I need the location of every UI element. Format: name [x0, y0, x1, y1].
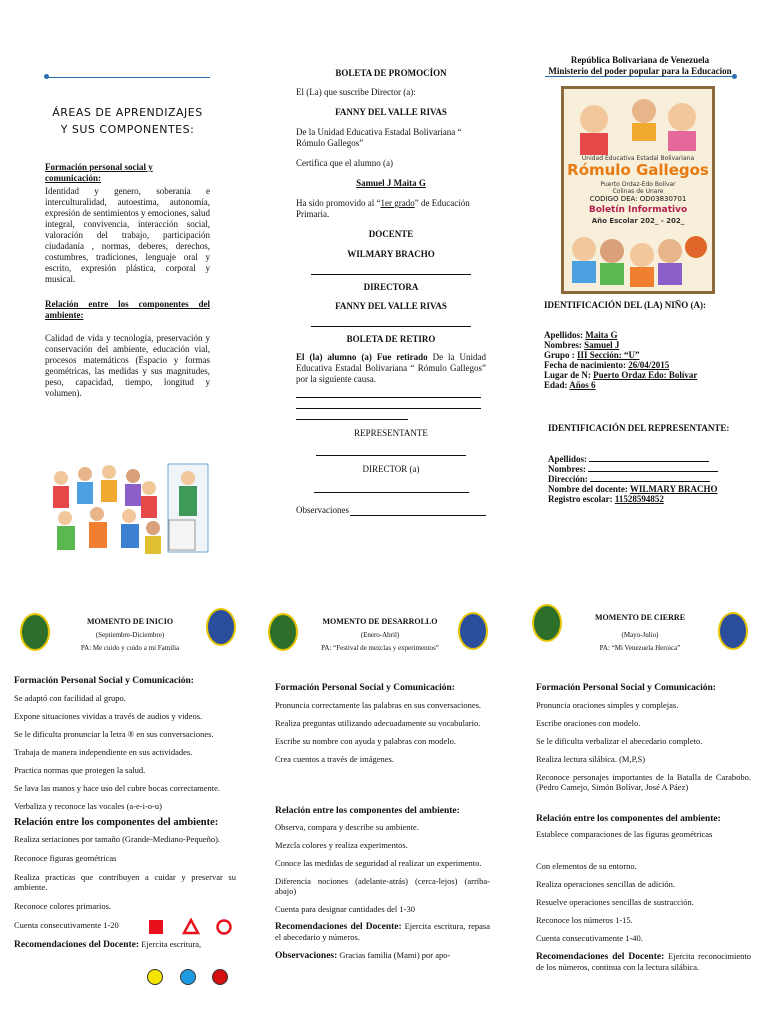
cover-colinas: Colinas de Unare [612, 188, 664, 195]
shape-triangle [182, 918, 200, 935]
observaciones-label: Observaciones [296, 505, 349, 515]
child-field-value: Puerto Ordaz Edo: Bolívar [593, 370, 698, 380]
child-field-value: Samuel J [584, 340, 620, 350]
list-item: Cuenta consecutivamente 1-20 [14, 920, 119, 930]
col2-rec-text: Ejercita escritura, repasa el abecedario y números. [275, 921, 490, 942]
col1-recommendation [14, 939, 236, 950]
list-item: Verbaliza y reconoce las vocales (a-e-i-o-u) [14, 801, 162, 811]
child-field-value: Maita G [585, 330, 618, 340]
promoted-line [296, 198, 486, 220]
representante-label: REPRESENTANTE [354, 428, 428, 438]
col2-rec-label: Recomendaciones del Docente: [275, 922, 402, 932]
signature-line-docente [311, 274, 471, 275]
right-panel [540, 55, 740, 77]
child-field-value: 26/04/2015 [628, 360, 670, 370]
rep-field-label: Nombres: [548, 464, 589, 474]
cover-card [561, 86, 715, 294]
grade: 1er grado [380, 198, 415, 208]
retiro-title: BOLETA DE RETIRO [346, 334, 436, 344]
list-item: Cuenta para designar cantidades del 1-30 [275, 904, 415, 914]
child-field-label: Nombres: [544, 340, 585, 350]
list-item: Resuelve operaciones sencillas de sustracción. [536, 897, 694, 907]
list-item: Realiza seriaciones por tamaño (Grande-Mediano-Pequeño). [14, 834, 221, 844]
list-item: Realiza preguntas utilizando adecuadamente su vocabulario. [275, 718, 481, 728]
list-item: Se le dificulta verbalizar el abecedario completo. [536, 736, 703, 746]
child-field-row [544, 330, 744, 340]
rep-field-value [588, 464, 718, 472]
sec2-body: Calidad de vida y tecnología, preservación y conservación del ambiente, educación vial, procesos matemáticos (Espacio y formas geométricas, las medidas y sus magnitudes, peso, capacidad, tiempo, longitud y volumen). [45, 333, 210, 398]
col2-heading-1: Formación Personal Social y Comunicación: [275, 683, 455, 693]
col3-rec-label: Recomendaciones del Docente: [536, 952, 665, 962]
student-name: Samuel J Maita G [356, 178, 426, 188]
promoted-post: ” de Educación Primaria. [296, 198, 470, 219]
director-name: FANNY DEL VALLE RIVAS [335, 107, 447, 117]
moment-title-1: MOMENTO DE INICIO [86, 617, 174, 626]
col1-list-1 [14, 693, 236, 811]
list-item: Crea cuentos a través de imágenes. [275, 754, 394, 764]
moment-period-1: (Septiembre-Diciembre) [95, 631, 165, 639]
rep-field-value: 11528594852 [614, 494, 664, 504]
header-rule-dot [732, 74, 737, 79]
promo-title: BOLETA DE PROMOCÍON [335, 68, 447, 78]
color-blue [180, 969, 196, 985]
sec1-body: Identidad y genero, soberanía e interculturalidad, autoestima, autonomía, expresión de sentimientos y emociones, salud integral, convivencia, interacción social, valoración del trabajo, participación ciudadanía , normas, deberes, derechos, costumbres, tradiciones, lenguaje oral y escrito, expresión plástica, corporal y musical. [45, 186, 210, 284]
moment-title-3: MOMENTO DE CIERRE [594, 613, 686, 622]
col1-rec-label: Recomendaciones del Docente: [14, 940, 140, 950]
col2-obs-text: Gracias familia (Mami) por apo- [337, 950, 451, 960]
col3-heading-2: Relación entre los componentes del ambiente: [536, 814, 721, 824]
list-item: Escribe su nombre con ayuda y palabras con modelo. [275, 736, 457, 746]
rep-field-label: Nombre del docente: [548, 484, 630, 494]
signature-line-directora [311, 326, 471, 327]
child-field-label: Lugar de N: [544, 370, 594, 380]
cover-boletin: Boletín Informativo [588, 205, 688, 215]
cause-line-1 [296, 397, 481, 398]
cause-line-3 [296, 419, 408, 420]
rep-field-value [589, 454, 709, 462]
docente-label: DOCENTE [368, 229, 414, 239]
header-ministry: Ministerio del poder popular para la Educacion [548, 66, 732, 76]
rep-field-label: Apellidos: [548, 454, 590, 464]
list-item: Mezcla colores y realiza experimentos. [275, 840, 408, 850]
rep-field-value: WILMARY BRACHO [629, 484, 718, 494]
pencil-logo-3 [718, 612, 748, 650]
list-item: Expone situaciones vividas a través de audios y videos. [14, 711, 203, 721]
col1-heading-1: Formación Personal Social y Comunicación: [14, 676, 194, 686]
promo-line1: El (La) que suscribe Director (a): [296, 87, 416, 97]
moment-header-3 [565, 613, 715, 653]
col2-list-2 [275, 822, 490, 914]
left-panel [45, 70, 210, 399]
list-item: Se adaptó con facilidad al grupo. [14, 693, 126, 703]
moment-pa-3: PA: “Mi Venezuela Heroica” [599, 644, 681, 652]
header-rule [545, 76, 735, 77]
col2-list-1 [275, 700, 490, 764]
director-label: DIRECTOR (a) [362, 464, 420, 474]
moment-pa-2: PA: “Festival de mezclas y experimentos” [321, 644, 439, 652]
col3-list-2 [536, 861, 751, 943]
color-red [212, 969, 228, 985]
docente-name: WILMARY BRACHO [347, 249, 435, 259]
column-desarrollo [275, 683, 490, 961]
col2-heading-2: Relación entre los componentes del ambiente: [275, 806, 460, 816]
list-item: Diferencia nociones (adelante-atrás) (cerca-lejos) (arriba-abajo) [275, 876, 490, 896]
list-item: Practica normas que protegen la salud. [14, 765, 146, 775]
cover-location: Puerto Ordaz-Edo Bolívar [600, 181, 676, 188]
list-item: Pronuncia correctamente las palabras en sus conversaciones. [275, 700, 482, 710]
child-fields [544, 330, 744, 390]
rep-field-row [548, 454, 748, 464]
list-item: Observa, compara y describe su ambiente. [275, 822, 419, 832]
child-field-label: Apellidos: [544, 330, 586, 340]
promo-line3: Certifica que el alumno (a) [296, 158, 393, 168]
top-rule [45, 70, 210, 78]
id-rep-title: IDENTIFICACIÓN DEL REPRESENTANTE: [548, 423, 730, 433]
child-field-value: III Sección: “U” [577, 350, 640, 360]
list-item: Cuenta consecutivamente 1-40. [536, 933, 643, 943]
col3-item-2a: Establece comparaciones de las figuras geométricas [536, 829, 713, 839]
children-illustration [45, 462, 210, 557]
col1-list-2 [14, 834, 236, 930]
col3-list-1 [536, 700, 751, 792]
col2-observations [275, 950, 490, 961]
header-republic: República Bolivariana de Venezuela [570, 55, 710, 65]
id-child-title: IDENTIFICACIÓN DEL (LA) NIÑO (A): [544, 300, 707, 310]
rep-field-row [548, 464, 748, 474]
list-item: Reconoce figuras geométricas [14, 853, 117, 863]
color-yellow [147, 969, 163, 985]
retiro-bold: El (la) alumno (a) Fue retirado [296, 352, 428, 362]
shape-circle [215, 918, 233, 936]
col1-heading-2: Relación entre los componentes del ambiente: [14, 817, 219, 828]
sec2-heading: Relación entre los componentes del ambiente: [45, 299, 210, 320]
promoted-pre: Ha sido promovido al “ [296, 198, 381, 208]
child-field-value: Años 6 [569, 380, 596, 390]
list-item: Realiza operaciones sencillas de adición. [536, 879, 676, 889]
child-field-label: Edad: [544, 380, 570, 390]
sec1-heading: Formación personal social y comunicación: [45, 162, 153, 183]
column-cierre [536, 683, 751, 972]
moment-period-2: (Enero-Abril) [360, 631, 400, 639]
column-inicio [14, 676, 236, 950]
list-item: Reconoce personajes importantes de la Batalla de Carabobo. (Pedro Camejo, Simón Bolívar, José A Páez) [536, 772, 751, 792]
observaciones-row [296, 505, 486, 516]
cover-year: Año Escolar 202_ - 202_ [591, 217, 685, 225]
col3-heading-1: Formación Personal Social y Comunicación: [536, 683, 716, 693]
child-field-row [544, 340, 744, 350]
child-field-row [544, 380, 744, 390]
moment-header-1 [60, 617, 200, 653]
pencil-logo-2 [458, 612, 488, 650]
signature-line-rep [316, 455, 466, 456]
school-logo-1 [20, 613, 50, 651]
cause-line-2 [296, 408, 481, 409]
child-field-label: Grupo : [544, 350, 578, 360]
rep-field-label: Registro escolar: [548, 494, 615, 504]
moment-header-2 [300, 617, 460, 653]
moment-pa-1: PA: Me cuido y cuido a mi Familia [80, 644, 180, 652]
list-item: Trabaja de manera independiente en sus actividades. [14, 747, 193, 757]
rep-field-row [548, 474, 748, 484]
promo-line2: De la Unidad Educativa Estadal Bolivariana “ Rómulo Gallegos” [296, 127, 462, 148]
shape-square [149, 920, 163, 934]
child-field-label: Fecha de nacimiento: [544, 360, 629, 370]
list-item: Con elementos de su entorno. [536, 861, 637, 871]
list-item: Conoce las medidas de seguridad al realizar un experimento. [275, 858, 482, 868]
directora-name: FANNY DEL VALLE RIVAS [335, 301, 447, 311]
moment-title-2: MOMENTO DE DESARROLLO [322, 617, 438, 626]
child-field-row [544, 370, 744, 380]
list-item: Se lava las manos y hace uso del cubre bocas correctamente. [14, 783, 221, 793]
list-item: Se le dificulta pronunciar la letra ® en sus conversaciones. [14, 729, 214, 739]
pencil-logo-1 [206, 608, 236, 646]
signature-line-dir [314, 492, 469, 493]
rep-field-value [590, 474, 710, 482]
rep-field-label: Dirección: [548, 474, 591, 484]
col2-recommendation [275, 921, 490, 942]
list-item: Realiza lectura silábica. (M,P,S) [536, 754, 646, 764]
list-item: Reconoce los números 1-15. [536, 915, 633, 925]
school-logo-3 [532, 604, 562, 642]
retiro-text [296, 352, 486, 385]
col2-obs-label: Observaciones: [275, 951, 338, 961]
child-field-row [544, 360, 744, 370]
cover-codigo: CODIGO DEA: OD03830701 [589, 195, 687, 203]
list-item: Reconoce colores primarios. [14, 901, 112, 911]
areas-title: ÁREAS DE APRENDIZAJES Y SUS COMPONENTES: [52, 106, 203, 136]
observaciones-line [350, 508, 486, 516]
rule-dot [44, 74, 49, 79]
rep-field-row [548, 484, 748, 494]
rep-field-row [548, 494, 748, 504]
school-logo-2 [268, 613, 298, 651]
moment-period-3: (Mayo-Julio) [621, 631, 659, 639]
col1-rec-text: Ejercita escritura, [139, 939, 202, 949]
cover-school: Unidad Educativa Estadal Bolivariana [581, 155, 695, 162]
child-field-row [544, 350, 744, 360]
cover-name: Rómulo Gallegos [567, 161, 709, 179]
rep-fields [548, 454, 748, 504]
list-item: Realiza practicas que contribuyen a cuidar y preservar su ambiente. [14, 872, 236, 892]
middle-panel [296, 68, 486, 516]
retiro-rest: De la Unidad Educativa Estadal Bolivariana “ Rómulo Gallegos” por la siguiente causa. [296, 352, 487, 384]
col3-rec-text: Ejercita reconocimiento de los números, continua con la lectura silábica. [536, 951, 751, 972]
directora-label: DIRECTORA [363, 282, 419, 292]
list-item: Escribe oraciones con modelo. [536, 718, 641, 728]
col3-recommendation [536, 951, 751, 972]
list-item: Pronuncia oraciones simples y complejas. [536, 700, 679, 710]
